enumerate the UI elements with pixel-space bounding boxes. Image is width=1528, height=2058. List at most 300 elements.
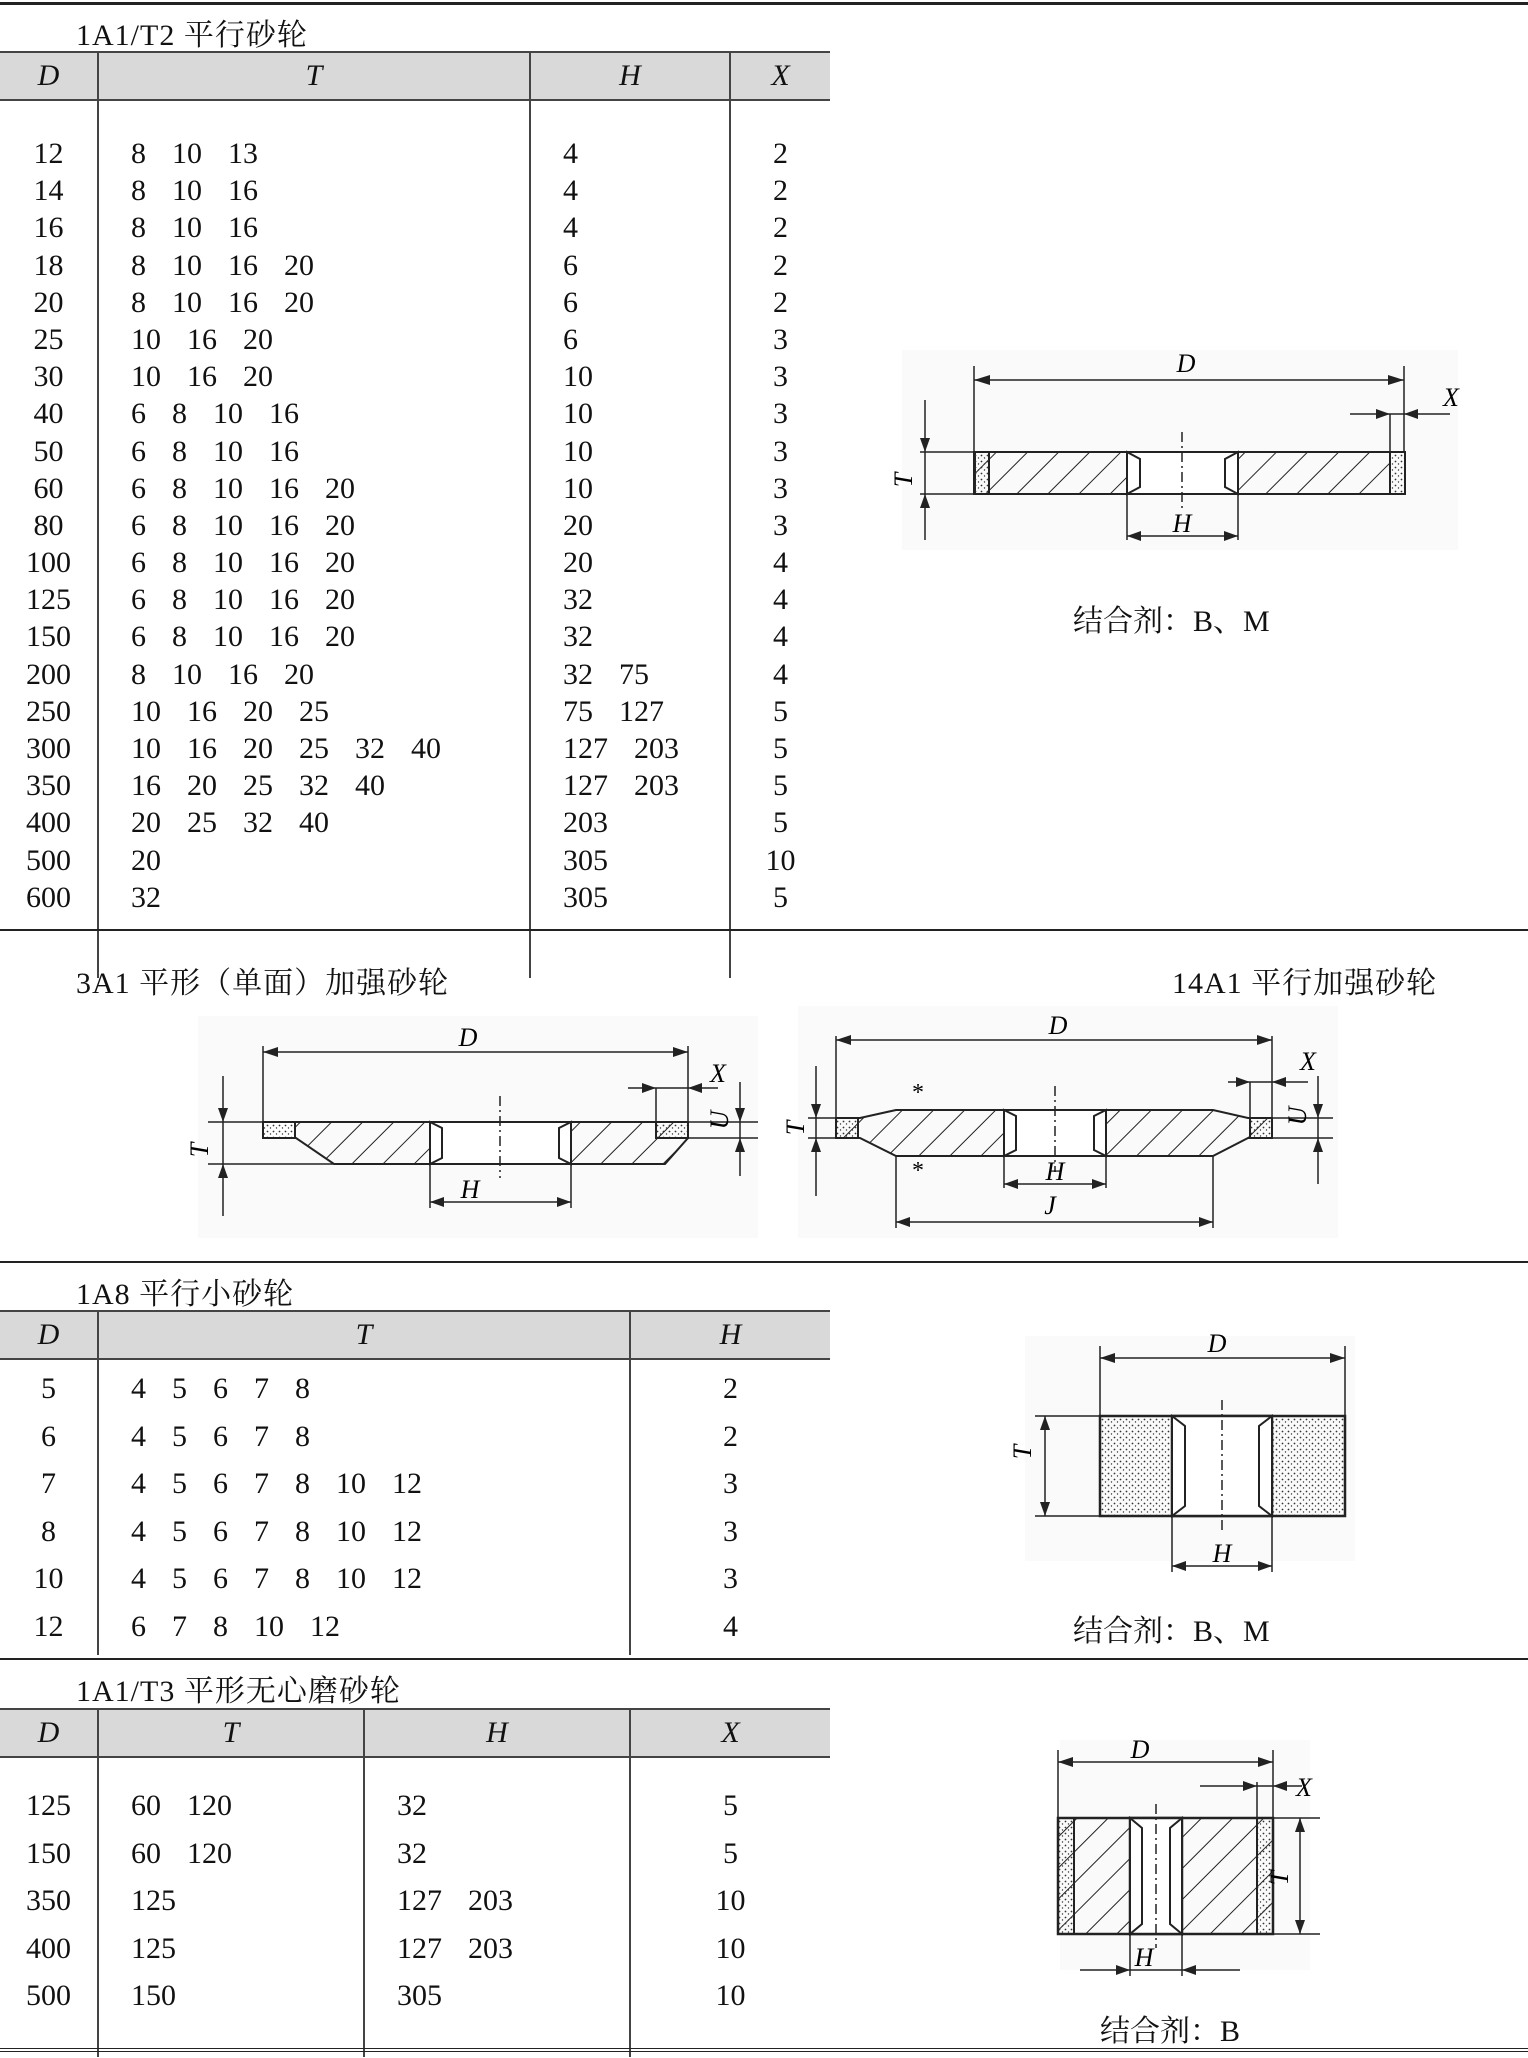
cell-t [131,1782,363,1830]
cell-value: 10 [172,657,202,691]
label-h: H [1172,509,1192,538]
section-4-title: 1A1/T3 平形无心磨砂轮 [76,1675,401,1708]
cell-t [131,395,529,432]
cell-d: 150 [26,620,71,654]
cell-h [563,470,729,507]
diagram-14a1-cross-section [781,1006,1348,1238]
cell-value: 8 [172,471,187,505]
label-u: U [1283,1106,1312,1126]
cell-value: 10 [172,285,202,319]
cell-t [131,581,529,618]
label-h: H [1045,1157,1065,1186]
label-d: D [1176,349,1196,378]
col-header-h: H [530,52,730,100]
cell-value: 12 [392,1562,422,1595]
cell-value: 20 [563,546,593,580]
cell-d: 14 [33,174,64,208]
cell-value: 10 [131,360,161,394]
cell-h: 4 [723,1609,738,1643]
cell-d: 12 [33,1609,64,1643]
column-d-values [0,1782,97,2020]
cell-value: 10 [254,1609,284,1643]
cell-x: 2 [773,248,788,282]
cell-value: 32 [243,806,273,840]
cell-value: 12 [392,1467,422,1500]
cell-t [131,1555,629,1603]
cell-value: 16 [187,732,217,765]
cell-value: 4 [563,211,578,245]
cell-d: 150 [26,1836,71,1870]
cell-value: 20 [131,843,161,877]
cell-d: 10 [33,1562,64,1595]
cell-d: 5 [41,1372,56,1405]
cell-value: 10 [172,174,202,208]
cell-t [131,284,529,321]
cell-value: 125 [131,1884,176,1917]
cell-x: 10 [715,1979,746,2012]
cell-value: 6 [131,583,146,617]
cell-value: 8 [131,174,146,208]
cell-x: 5 [773,806,788,840]
cell-value: 16 [187,360,217,394]
cell-x: 4 [773,620,788,654]
cell-value: 7 [172,1609,187,1643]
cell-value: 10 [213,508,243,542]
binder-note-3: 结合剂：B、M [1073,1615,1270,1648]
cell-h [563,767,729,804]
cell-x: 5 [773,880,788,914]
cell-t [131,358,529,395]
cell-value: 6 [213,1467,228,1500]
cell-value: 8 [295,1419,310,1453]
cell-value: 7 [254,1419,269,1453]
col-header-x: X [730,52,830,100]
table-1a1-t2 [0,51,830,978]
cell-value: 25 [243,769,273,803]
label-x: X [710,1059,726,1088]
cell-value: 10 [563,360,593,394]
cell-value: 12 [310,1609,340,1643]
column-d-values [0,1365,97,1650]
section-1-title: 1A1/T2 平行砂轮 [76,19,308,52]
column-x-values [731,135,830,916]
cell-value: 6 [131,471,146,505]
cell-d: 350 [26,769,71,803]
cell-x: 3 [773,471,788,505]
section-2-left-title: 3A1 平形（单面）加强砂轮 [76,967,450,1000]
cell-value: 203 [468,1884,513,1917]
cell-t [131,544,529,581]
cell-value: 16 [187,322,217,356]
cell-d: 6 [41,1419,56,1453]
cell-value: 16 [269,546,299,580]
cell-value: 305 [563,843,608,877]
cell-value: 8 [172,508,187,542]
cell-h [563,544,729,581]
cell-value: 32 [563,620,593,654]
col-header-d: D [0,1709,98,1757]
cell-value: 10 [131,322,161,356]
cell-value: 5 [172,1419,187,1453]
cell-value: 6 [131,1609,146,1643]
cell-value: 60 [131,1789,161,1822]
cell-t [131,209,529,246]
cell-value: 5 [172,1562,187,1595]
page-bottom-rule [0,2048,1528,2052]
cell-t [131,1877,363,1925]
cell-value: 16 [228,174,258,208]
cell-h: 2 [723,1419,738,1453]
cell-value: 20 [187,769,217,803]
cell-h: 3 [723,1514,738,1548]
cell-x: 3 [773,360,788,394]
table-1a8 [0,1310,830,1655]
cell-value: 60 [131,1836,161,1870]
cell-value: 32 [355,732,385,765]
cell-value: 6 [131,434,146,468]
col-header-h: H [364,1709,630,1757]
cell-x: 2 [773,137,788,170]
cell-value: 10 [213,434,243,468]
cell-t [131,135,529,172]
cell-value: 10 [131,694,161,728]
cell-value: 32 [563,657,593,691]
cell-t [131,1460,629,1508]
cell-value: 5 [172,1467,187,1500]
cell-value: 25 [299,732,329,765]
cell-x: 3 [773,508,788,542]
cell-value: 7 [254,1467,269,1500]
cell-d: 200 [26,657,71,691]
cell-value: 10 [213,546,243,580]
column-t-values [131,135,529,916]
cell-t [131,321,529,358]
cell-t [131,842,529,879]
cell-value: 4 [563,174,578,208]
label-d: D [1130,1735,1150,1764]
cell-d: 7 [41,1467,56,1500]
cell-value: 32 [131,880,161,914]
cell-t [131,618,529,655]
cell-x: 5 [773,694,788,728]
cell-value: 20 [243,732,273,765]
cell-t [131,172,529,209]
cell-value: 203 [563,806,608,840]
label-h: H [1134,1943,1154,1972]
label-d: D [458,1023,478,1052]
col-header-t: T [98,1311,630,1359]
cell-value: 20 [243,322,273,356]
cell-value: 16 [187,694,217,728]
cell-value: 125 [131,1931,176,1965]
cell-t [131,470,529,507]
binder-note-4: 结合剂：B [1100,2015,1241,2048]
cell-h [563,804,729,841]
cell-h [563,693,729,730]
cell-t [131,433,529,470]
cell-value: 7 [254,1372,269,1405]
cell-x: 10 [765,843,796,877]
cell-value: 16 [269,397,299,431]
cell-x: 5 [723,1836,738,1870]
cell-value: 32 [397,1789,427,1822]
cell-h [563,284,729,321]
cell-d: 400 [26,806,71,840]
cell-d: 50 [33,434,64,468]
label-h: H [1212,1539,1232,1568]
diagram-1a8-cross-section [1005,1316,1365,1576]
cell-value: 20 [325,508,355,542]
cell-value: 127 [563,769,608,803]
cell-value: 20 [131,806,161,840]
cell-value: 8 [295,1562,310,1595]
cell-value: 10 [172,248,202,282]
cell-value: 8 [295,1467,310,1500]
cell-x: 5 [773,732,788,765]
cell-value: 127 [563,732,608,765]
cell-h [397,1877,629,1925]
cell-d: 25 [33,322,64,356]
diagram-1a1-t2-cross-section [890,340,1470,560]
cell-value: 40 [299,806,329,840]
cell-value: 4 [563,137,578,170]
cell-x: 4 [773,657,788,691]
cell-value: 120 [187,1789,232,1822]
cell-value: 10 [172,211,202,245]
cell-value: 20 [284,285,314,319]
cell-h [563,730,729,767]
cell-h [563,618,729,655]
cell-d: 400 [26,1931,71,1965]
cell-value: 6 [131,397,146,431]
cell-t [131,1413,629,1461]
diagram-3a1-cross-section [185,1016,768,1238]
cell-value: 8 [172,546,187,580]
col-header-d: D [0,52,98,100]
cell-t [131,1925,363,1973]
cell-value: 7 [254,1562,269,1595]
star-top: * [912,1080,924,1106]
cell-value: 127 [397,1884,442,1917]
cell-value: 10 [563,434,593,468]
cell-value: 10 [213,471,243,505]
cell-value: 10 [336,1467,366,1500]
label-x: X [1296,1773,1312,1802]
cell-value: 20 [325,546,355,580]
cell-h: 2 [723,1372,738,1405]
section-2-right-title: 14A1 平行加强砂轮 [1172,967,1438,1000]
col-header-h: H [630,1311,830,1359]
cell-value: 6 [213,1372,228,1405]
cell-value: 6 [563,285,578,319]
cell-value: 20 [563,508,593,542]
cell-d: 20 [33,285,64,319]
cell-d: 350 [26,1884,71,1917]
cell-t [131,1830,363,1878]
binder-note-1: 结合剂：B、M [1073,605,1270,638]
cell-h: 3 [723,1467,738,1500]
cell-t [131,1972,363,2020]
cell-value: 203 [468,1931,513,1965]
cell-t [131,879,529,916]
column-h-values [631,1365,830,1650]
cell-value: 8 [172,434,187,468]
cell-h [563,395,729,432]
col-header-t: T [98,52,530,100]
cell-value: 8 [172,397,187,431]
cell-value: 8 [131,137,146,170]
section-2-top-rule [0,929,1528,931]
cell-value: 16 [228,657,258,691]
cell-value: 8 [131,211,146,245]
cell-value: 8 [213,1609,228,1643]
cell-d: 100 [26,546,71,580]
section-4-top-rule [0,1658,1528,1660]
label-t: T [1265,1870,1294,1886]
cell-x: 10 [715,1884,746,1917]
column-t-values [131,1365,629,1650]
cell-value: 8 [295,1514,310,1548]
cell-value: 6 [213,1419,228,1453]
cell-t [131,1603,629,1651]
cell-h [563,581,729,618]
cell-value: 8 [131,248,146,282]
cell-value: 20 [325,620,355,654]
cell-value: 5 [172,1372,187,1405]
cell-t [131,1508,629,1556]
cell-value: 10 [336,1562,366,1595]
cell-value: 6 [563,248,578,282]
cell-d: 60 [33,471,64,505]
cell-value: 25 [299,694,329,728]
cell-value: 20 [243,694,273,728]
cell-value: 10 [213,620,243,654]
cell-value: 10 [336,1514,366,1548]
cell-value: 8 [131,657,146,691]
page-top-rule [0,2,1528,5]
cell-d: 500 [26,1979,71,2012]
cell-value: 16 [228,285,258,319]
cell-d: 300 [26,732,71,765]
cell-value: 16 [269,471,299,505]
cell-t [131,247,529,284]
label-d: D [1207,1329,1227,1358]
label-t: T [185,1142,214,1158]
cell-x: 5 [773,769,788,803]
cell-value: 5 [172,1514,187,1548]
cell-value: 40 [355,769,385,803]
cell-value: 75 [563,694,593,728]
column-t-values [131,1782,363,2020]
cell-h [397,1830,629,1878]
label-t: T [781,1120,810,1136]
cell-value: 16 [269,434,299,468]
cell-value: 10 [563,397,593,431]
section-3-top-rule [0,1261,1528,1263]
cell-h [563,507,729,544]
cell-value: 305 [563,880,608,914]
label-j: J [1044,1191,1056,1220]
star-bottom: * [912,1158,924,1184]
column-h-values [563,135,729,916]
cell-value: 20 [284,657,314,691]
cell-h [397,1925,629,1973]
col-header-x: X [630,1709,830,1757]
cell-value: 150 [131,1979,176,2012]
section-3-title: 1A8 平行小砂轮 [76,1278,295,1311]
cell-h [397,1782,629,1830]
diagram-1a1-t3-cross-section [1040,1730,1330,1980]
cell-value: 40 [411,732,441,765]
cell-value: 8 [172,583,187,617]
cell-t [131,730,529,767]
cell-d: 500 [26,843,71,877]
cell-value: 8 [131,285,146,319]
cell-value: 16 [228,248,258,282]
cell-value: 127 [619,694,664,728]
cell-t [131,507,529,544]
cell-x: 3 [773,397,788,431]
cell-value: 6 [563,322,578,356]
cell-x: 5 [723,1789,738,1822]
cell-value: 4 [131,1467,146,1500]
cell-value: 8 [295,1372,310,1405]
cell-x: 2 [773,211,788,245]
cell-h: 3 [723,1562,738,1595]
cell-h [563,209,729,246]
cell-d: 40 [33,397,64,431]
cell-h [563,172,729,209]
cell-value: 32 [299,769,329,803]
cell-value: 32 [397,1836,427,1870]
cell-value: 20 [284,248,314,282]
cell-value: 20 [243,360,273,394]
cell-value: 4 [131,1562,146,1595]
column-d-values [0,135,97,916]
cell-value: 6 [213,1562,228,1595]
cell-h [397,1972,629,2020]
cell-x: 2 [773,174,788,208]
cell-value: 4 [131,1419,146,1453]
cell-value: 127 [397,1931,442,1965]
cell-value: 16 [269,583,299,617]
cell-value: 10 [563,471,593,505]
cell-value: 16 [228,211,258,245]
cell-h [563,656,729,693]
cell-value: 10 [213,583,243,617]
col-header-t: T [98,1709,364,1757]
cell-value: 16 [131,769,161,803]
cell-value: 10 [131,732,161,765]
cell-h [563,247,729,284]
cell-value: 120 [187,1836,232,1870]
cell-h [563,433,729,470]
cell-value: 13 [228,137,258,170]
cell-value: 203 [634,769,679,803]
cell-d: 80 [33,508,64,542]
cell-value: 16 [269,508,299,542]
cell-value: 16 [269,620,299,654]
cell-d: 125 [26,583,71,617]
label-h: H [460,1175,480,1204]
cell-value: 6 [131,620,146,654]
cell-h [563,321,729,358]
label-u: U [705,1110,734,1130]
cell-d: 12 [33,137,64,170]
cell-t [131,656,529,693]
cell-x: 2 [773,285,788,319]
cell-value: 8 [172,620,187,654]
